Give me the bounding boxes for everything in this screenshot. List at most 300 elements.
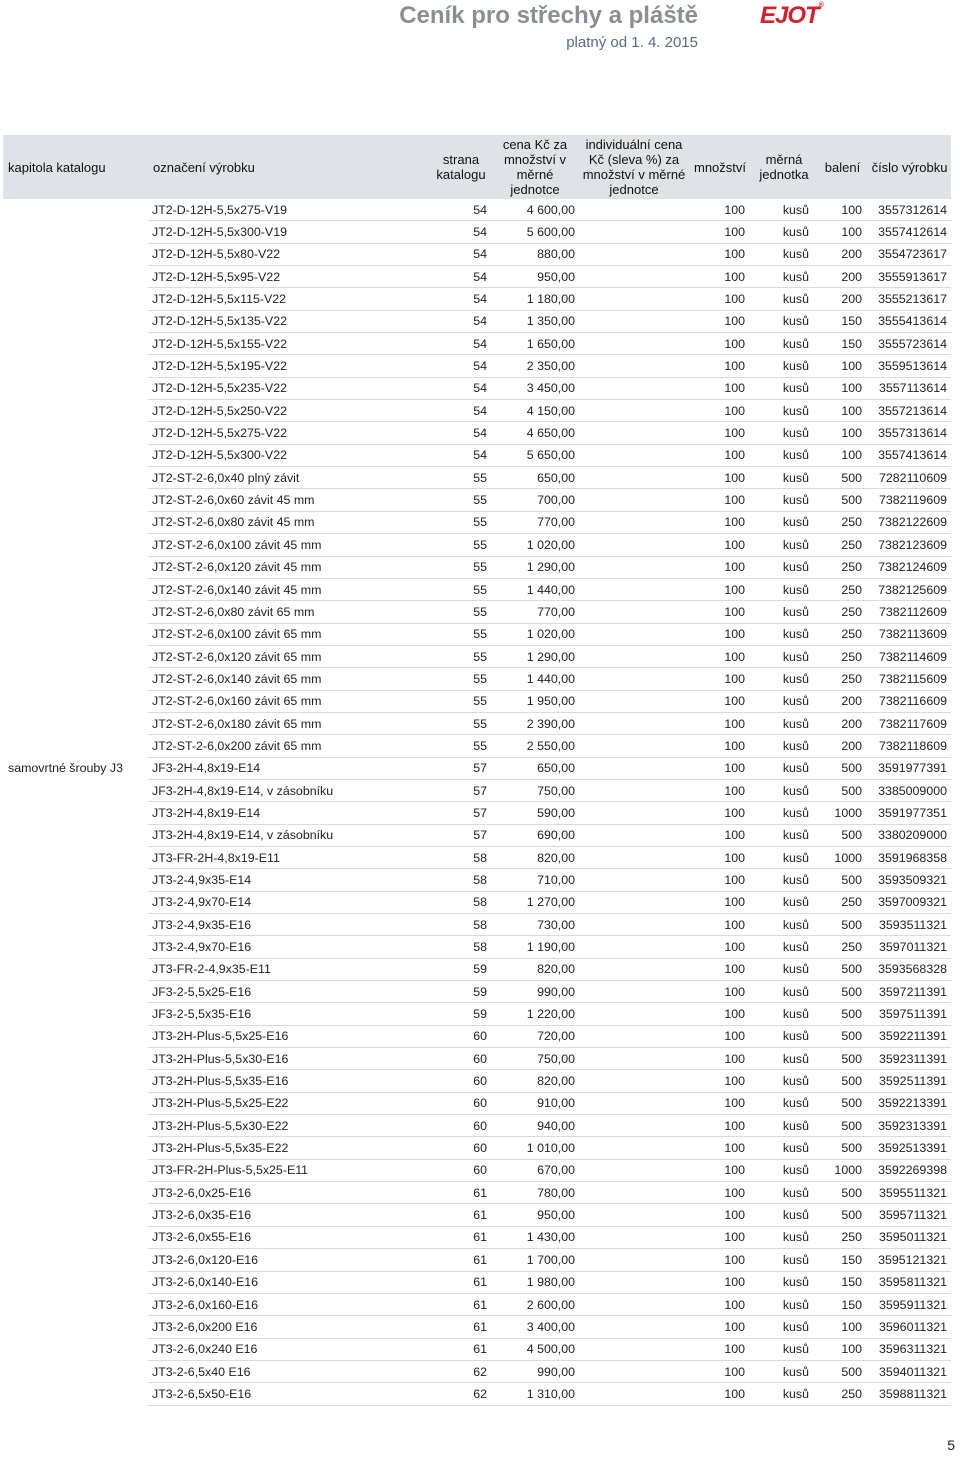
cell-product-number: 3557313614 [868,422,951,444]
cell-unit: kusů [751,645,817,667]
cell-product-number: 7382119609 [868,489,951,511]
cell-quantity: 100 [689,1316,751,1338]
cell-quantity: 100 [689,1204,751,1226]
cell-individual-price [579,1338,689,1360]
cell-quantity: 100 [689,288,751,310]
cell-package: 500 [817,757,868,779]
cell-chapter [3,467,148,489]
cell-individual-price [579,846,689,868]
cell-page: 61 [431,1204,491,1226]
cell-price: 780,00 [491,1182,579,1204]
cell-chapter [3,712,148,734]
cell-package: 150 [817,333,868,355]
cell-product: JT3-2H-Plus-5,5x35-E22 [148,1137,431,1159]
cell-price: 1 350,00 [491,310,579,332]
cell-individual-price [579,534,689,556]
cell-unit: kusů [751,712,817,734]
cell-price: 4 150,00 [491,400,579,422]
cell-product-number: 3591977391 [868,757,951,779]
cell-page: 55 [431,578,491,600]
cell-individual-price [579,467,689,489]
cell-chapter [3,444,148,466]
cell-unit: kusů [751,578,817,600]
cell-quantity: 100 [689,712,751,734]
cell-unit: kusů [751,1360,817,1382]
cell-page: 61 [431,1316,491,1338]
cell-chapter [3,1249,148,1271]
logo-text: EJOT [760,2,819,29]
cell-product: JT3-2-6,0x25-E16 [148,1182,431,1204]
cell-price: 4 500,00 [491,1338,579,1360]
cell-quantity: 100 [689,422,751,444]
cell-individual-price [579,1271,689,1293]
table-row [3,199,951,221]
cell-package: 250 [817,534,868,556]
cell-price: 770,00 [491,601,579,623]
cell-unit: kusů [751,623,817,645]
cell-page: 59 [431,981,491,1003]
cell-product: JT2-ST-2-6,0x200 závit 65 mm [148,735,431,757]
cell-package: 250 [817,601,868,623]
cell-chapter [3,534,148,556]
cell-package: 250 [817,936,868,958]
cell-product-number: 7382118609 [868,735,951,757]
cell-page: 57 [431,757,491,779]
cell-page: 54 [431,377,491,399]
cell-unit: kusů [751,914,817,936]
table-row [3,221,951,243]
cell-individual-price [579,645,689,667]
cell-quantity: 100 [689,891,751,913]
cell-product-number: 3557113614 [868,377,951,399]
cell-unit: kusů [751,824,817,846]
cell-product: JT2-ST-2-6,0x140 závit 45 mm [148,578,431,600]
cell-price: 4 600,00 [491,199,579,221]
cell-price: 670,00 [491,1159,579,1181]
table-row [3,310,951,332]
cell-product: JT2-ST-2-6,0x120 závit 65 mm [148,645,431,667]
cell-page: 55 [431,556,491,578]
cell-price: 1 980,00 [491,1271,579,1293]
cell-quantity: 100 [689,981,751,1003]
cell-product-number: 7382114609 [868,645,951,667]
cell-product: JT2-D-12H-5,5x135-V22 [148,310,431,332]
cell-unit: kusů [751,266,817,288]
cell-quantity: 100 [689,1360,751,1382]
table-row [3,690,951,712]
table-row [3,1048,951,1070]
cell-individual-price [579,444,689,466]
cell-product-number: 7282110609 [868,467,951,489]
table-row [3,243,951,265]
cell-product: JT2-ST-2-6,0x40 plný závit [148,467,431,489]
cell-chapter [3,199,148,221]
table-row [3,1092,951,1114]
cell-price: 720,00 [491,1025,579,1047]
cell-product: JT2-D-12H-5,5x235-V22 [148,377,431,399]
cell-price: 950,00 [491,266,579,288]
table-row [3,936,951,958]
cell-unit: kusů [751,1293,817,1315]
cell-unit: kusů [751,556,817,578]
cell-product: JT3-2H-Plus-5,5x30-E16 [148,1048,431,1070]
cell-individual-price [579,1070,689,1092]
cell-product-number: 3593509321 [868,869,951,891]
cell-price: 820,00 [491,958,579,980]
cell-page: 60 [431,1025,491,1047]
cell-chapter [3,779,148,801]
cell-package: 250 [817,578,868,600]
cell-product: JT3-2-4,9x70-E14 [148,891,431,913]
cell-price: 590,00 [491,802,579,824]
cell-page: 55 [431,623,491,645]
cell-unit: kusů [751,1115,817,1137]
table-row [3,1204,951,1226]
cell-chapter [3,958,148,980]
cell-unit: kusů [751,1025,817,1047]
cell-price: 1 290,00 [491,645,579,667]
table-row [3,355,951,377]
cell-page: 61 [431,1293,491,1315]
cell-price: 4 650,00 [491,422,579,444]
cell-unit: kusů [751,1137,817,1159]
cell-price: 1 190,00 [491,936,579,958]
cell-page: 62 [431,1360,491,1382]
cell-individual-price [579,288,689,310]
cell-product-number: 3595121321 [868,1249,951,1271]
table-row [3,511,951,533]
cell-individual-price [579,221,689,243]
cell-product: JT2-D-12H-5,5x250-V22 [148,400,431,422]
cell-quantity: 100 [689,601,751,623]
cell-unit: kusů [751,511,817,533]
cell-product-number: 3557413614 [868,444,951,466]
ejot-logo [760,2,823,30]
cell-package: 250 [817,1226,868,1248]
cell-product-number: 3592213391 [868,1092,951,1114]
cell-quantity: 100 [689,489,751,511]
table-row [3,623,951,645]
cell-product-number: 3557312614 [868,199,951,221]
cell-package: 250 [817,511,868,533]
cell-unit: kusů [751,534,817,556]
cell-page: 58 [431,891,491,913]
cell-chapter [3,556,148,578]
table-header-row [3,135,951,199]
cell-package: 500 [817,467,868,489]
cell-quantity: 100 [689,824,751,846]
cell-price: 3 400,00 [491,1316,579,1338]
cell-page: 58 [431,869,491,891]
cell-package: 150 [817,310,868,332]
cell-page: 61 [431,1338,491,1360]
cell-individual-price [579,1293,689,1315]
cell-product-number: 3595811321 [868,1271,951,1293]
cell-page: 54 [431,444,491,466]
cell-product-number: 3595011321 [868,1226,951,1248]
cell-page: 55 [431,668,491,690]
cell-product-number: 3555213617 [868,288,951,310]
cell-quantity: 100 [689,869,751,891]
cell-price: 2 550,00 [491,735,579,757]
cell-quantity: 100 [689,668,751,690]
cell-package: 500 [817,1003,868,1025]
cell-price: 650,00 [491,757,579,779]
cell-quantity: 100 [689,846,751,868]
cell-page: 54 [431,243,491,265]
registered-mark: ® [818,2,823,9]
cell-unit: kusů [751,1204,817,1226]
cell-chapter [3,869,148,891]
cell-package: 500 [817,1137,868,1159]
cell-price: 1 020,00 [491,623,579,645]
cell-page: 54 [431,221,491,243]
cell-unit: kusů [751,310,817,332]
cell-quantity: 100 [689,556,751,578]
cell-chapter [3,221,148,243]
cell-chapter [3,668,148,690]
cell-product: JT2-ST-2-6,0x120 závit 45 mm [148,556,431,578]
cell-individual-price [579,243,689,265]
cell-price: 880,00 [491,243,579,265]
table-row [3,1316,951,1338]
cell-chapter [3,601,148,623]
cell-quantity: 100 [689,1070,751,1092]
cell-quantity: 100 [689,1025,751,1047]
cell-quantity: 100 [689,199,751,221]
cell-page: 57 [431,802,491,824]
cell-unit: kusů [751,690,817,712]
cell-quantity: 100 [689,690,751,712]
cell-price: 1 270,00 [491,891,579,913]
cell-package: 150 [817,1271,868,1293]
cell-product: JT3-2H-Plus-5,5x25-E16 [148,1025,431,1047]
cell-quantity: 100 [689,802,751,824]
cell-price: 1 310,00 [491,1383,579,1405]
cell-unit: kusů [751,444,817,466]
cell-individual-price [579,1025,689,1047]
table-row [3,1137,951,1159]
cell-individual-price [579,1115,689,1137]
cell-individual-price [579,310,689,332]
cell-quantity: 100 [689,623,751,645]
cell-chapter [3,1092,148,1114]
cell-unit: kusů [751,1092,817,1114]
cell-quantity: 100 [689,310,751,332]
cell-product: JT2-ST-2-6,0x160 závit 65 mm [148,690,431,712]
cell-individual-price [579,1204,689,1226]
cell-package: 500 [817,489,868,511]
cell-product-number: 3595911321 [868,1293,951,1315]
cell-package: 1000 [817,846,868,868]
cell-individual-price [579,1182,689,1204]
col-header-package: balení [817,135,868,199]
cell-unit: kusů [751,422,817,444]
cell-product: JT3-2-6,0x140-E16 [148,1271,431,1293]
cell-quantity: 100 [689,1048,751,1070]
cell-chapter [3,914,148,936]
cell-chapter [3,243,148,265]
cell-chapter [3,1204,148,1226]
cell-page: 60 [431,1159,491,1181]
col-header-quantity: množství [689,135,751,199]
cell-individual-price [579,1249,689,1271]
cell-unit: kusů [751,1383,817,1405]
cell-package: 500 [817,1070,868,1092]
table-row [3,333,951,355]
cell-unit: kusů [751,199,817,221]
cell-price: 1 220,00 [491,1003,579,1025]
cell-price: 820,00 [491,1070,579,1092]
cell-price: 700,00 [491,489,579,511]
cell-page: 55 [431,511,491,533]
cell-product: JT3-2-6,0x160-E16 [148,1293,431,1315]
cell-product-number: 7382122609 [868,511,951,533]
table-row [3,668,951,690]
cell-product-number: 7382112609 [868,601,951,623]
cell-product-number: 7382113609 [868,623,951,645]
cell-package: 250 [817,891,868,913]
cell-package: 500 [817,1182,868,1204]
cell-quantity: 100 [689,1182,751,1204]
cell-individual-price [579,1316,689,1338]
cell-price: 1 700,00 [491,1249,579,1271]
cell-unit: kusů [751,1316,817,1338]
cell-price: 2 350,00 [491,355,579,377]
cell-product-number: 7382116609 [868,690,951,712]
cell-page: 54 [431,355,491,377]
cell-package: 200 [817,243,868,265]
cell-page: 55 [431,735,491,757]
cell-price: 940,00 [491,1115,579,1137]
cell-product-number: 3592211391 [868,1025,951,1047]
table-row [3,578,951,600]
cell-chapter [3,1293,148,1315]
cell-unit: kusů [751,1182,817,1204]
cell-package: 100 [817,377,868,399]
table-row [3,422,951,444]
cell-product: JF3-2-5,5x35-E16 [148,1003,431,1025]
cell-chapter [3,1182,148,1204]
cell-unit: kusů [751,779,817,801]
cell-page: 60 [431,1092,491,1114]
cell-unit: kusů [751,846,817,868]
cell-quantity: 100 [689,377,751,399]
cell-chapter [3,422,148,444]
cell-unit: kusů [751,377,817,399]
cell-price: 1 290,00 [491,556,579,578]
cell-price: 770,00 [491,511,579,533]
cell-package: 150 [817,1249,868,1271]
table-row [3,824,951,846]
cell-product: JT2-D-12H-5,5x275-V19 [148,199,431,221]
cell-page: 55 [431,489,491,511]
cell-chapter [3,288,148,310]
cell-product: JT2-D-12H-5,5x300-V19 [148,221,431,243]
cell-quantity: 100 [689,511,751,533]
cell-quantity: 100 [689,400,751,422]
cell-page: 59 [431,958,491,980]
cell-price: 1 010,00 [491,1137,579,1159]
cell-individual-price [579,601,689,623]
cell-product-number: 7382115609 [868,668,951,690]
cell-unit: kusů [751,981,817,1003]
cell-product-number: 3380209000 [868,824,951,846]
table-row [3,712,951,734]
cell-product-number: 3555723614 [868,333,951,355]
cell-chapter [3,1025,148,1047]
cell-product-number: 3593568328 [868,958,951,980]
cell-product-number: 7382123609 [868,534,951,556]
cell-product-number: 3596011321 [868,1316,951,1338]
cell-package: 500 [817,1115,868,1137]
cell-unit: kusů [751,958,817,980]
cell-price: 1 430,00 [491,1226,579,1248]
cell-page: 61 [431,1271,491,1293]
cell-quantity: 100 [689,221,751,243]
cell-price: 3 450,00 [491,377,579,399]
cell-package: 500 [817,779,868,801]
cell-product: JT2-D-12H-5,5x275-V22 [148,422,431,444]
col-header-price: cena Kč za množství v měrné jednotce [491,135,579,199]
cell-package: 500 [817,1025,868,1047]
cell-unit: kusů [751,1249,817,1271]
cell-unit: kusů [751,1159,817,1181]
cell-package: 500 [817,824,868,846]
cell-product: JF3-2-5,5x25-E16 [148,981,431,1003]
cell-chapter [3,266,148,288]
cell-unit: kusů [751,1271,817,1293]
cell-chapter [3,824,148,846]
cell-package: 200 [817,266,868,288]
cell-chapter [3,400,148,422]
cell-individual-price [579,1048,689,1070]
cell-page: 54 [431,422,491,444]
cell-product-number: 3593511321 [868,914,951,936]
cell-product: JT3-2-6,0x120-E16 [148,1249,431,1271]
cell-product: JT3-2H-Plus-5,5x35-E16 [148,1070,431,1092]
cell-chapter [3,1338,148,1360]
cell-product-number: 3592511391 [868,1070,951,1092]
cell-product-number: 3597011321 [868,936,951,958]
table-row [3,958,951,980]
table-row [3,779,951,801]
cell-quantity: 100 [689,1293,751,1315]
cell-unit: kusů [751,869,817,891]
table-row [3,1249,951,1271]
col-header-unit: měrná jednotka [751,135,817,199]
cell-individual-price [579,735,689,757]
cell-page: 55 [431,534,491,556]
cell-price: 2 390,00 [491,712,579,734]
cell-chapter [3,511,148,533]
cell-product: JT3-2-4,9x35-E16 [148,914,431,936]
cell-chapter [3,1271,148,1293]
cell-quantity: 100 [689,355,751,377]
cell-unit: kusů [751,1003,817,1025]
cell-individual-price [579,779,689,801]
col-header-chapter: kapitola katalogu [3,135,148,199]
cell-product: JT3-2H-Plus-5,5x25-E22 [148,1092,431,1114]
cell-unit: kusů [751,936,817,958]
cell-package: 100 [817,1316,868,1338]
cell-price: 1 950,00 [491,690,579,712]
cell-individual-price [579,891,689,913]
cell-package: 250 [817,645,868,667]
table-row [3,467,951,489]
cell-package: 100 [817,199,868,221]
cell-product: JT3-2-6,0x200 E16 [148,1316,431,1338]
